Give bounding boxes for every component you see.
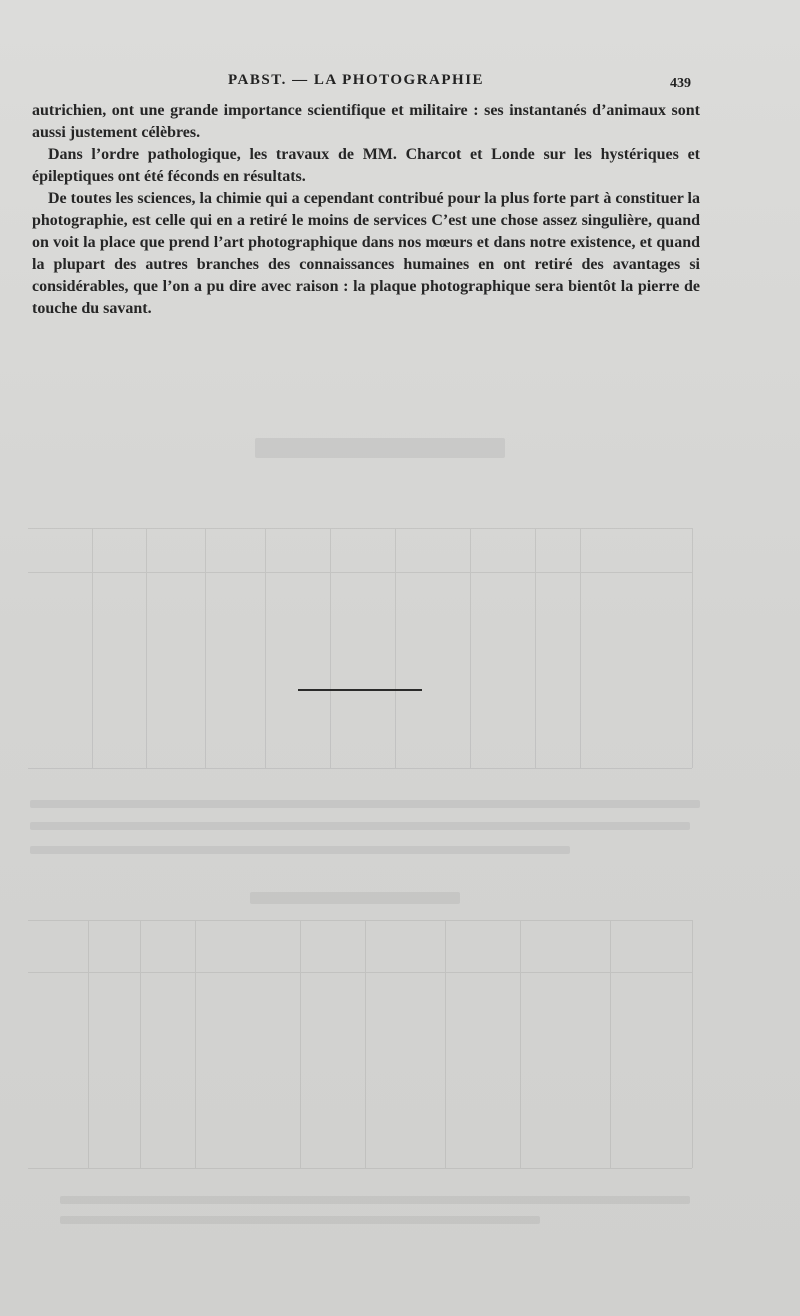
section-divider bbox=[298, 689, 422, 691]
body-text bbox=[32, 100, 700, 320]
paragraph: De toutes les sciences, la chimie qui a cependant contribué pour la plus forte part à constituer la photographie, est celle qui en a retiré le moins de services C’est une chose assez singulière, quand on voit la place que prend l’art photographique dans nos mœurs et dans notre existence, et quand la plupart des autres branches des connaissances humaines en ont retiré des avantages si considérables, que l’on a pu dire avec raison : la plaque photographique sera bientôt la pierre de touche du savant. bbox=[32, 190, 700, 317]
running-title: PABST. — LA PHOTOGRAPHIE bbox=[228, 72, 485, 88]
paragraph: Dans l’ordre pathologique, les travaux de MM. Charcot et Londe sur les hystériques et épileptiques ont été féconds en résultats. bbox=[32, 146, 700, 185]
page-header bbox=[0, 72, 800, 92]
paragraph: autrichien, ont une grande importance scientifique et militaire : ses instantanés d’animaux sont aussi justement célèbres. bbox=[32, 102, 700, 141]
page-number: 439 bbox=[670, 76, 691, 91]
